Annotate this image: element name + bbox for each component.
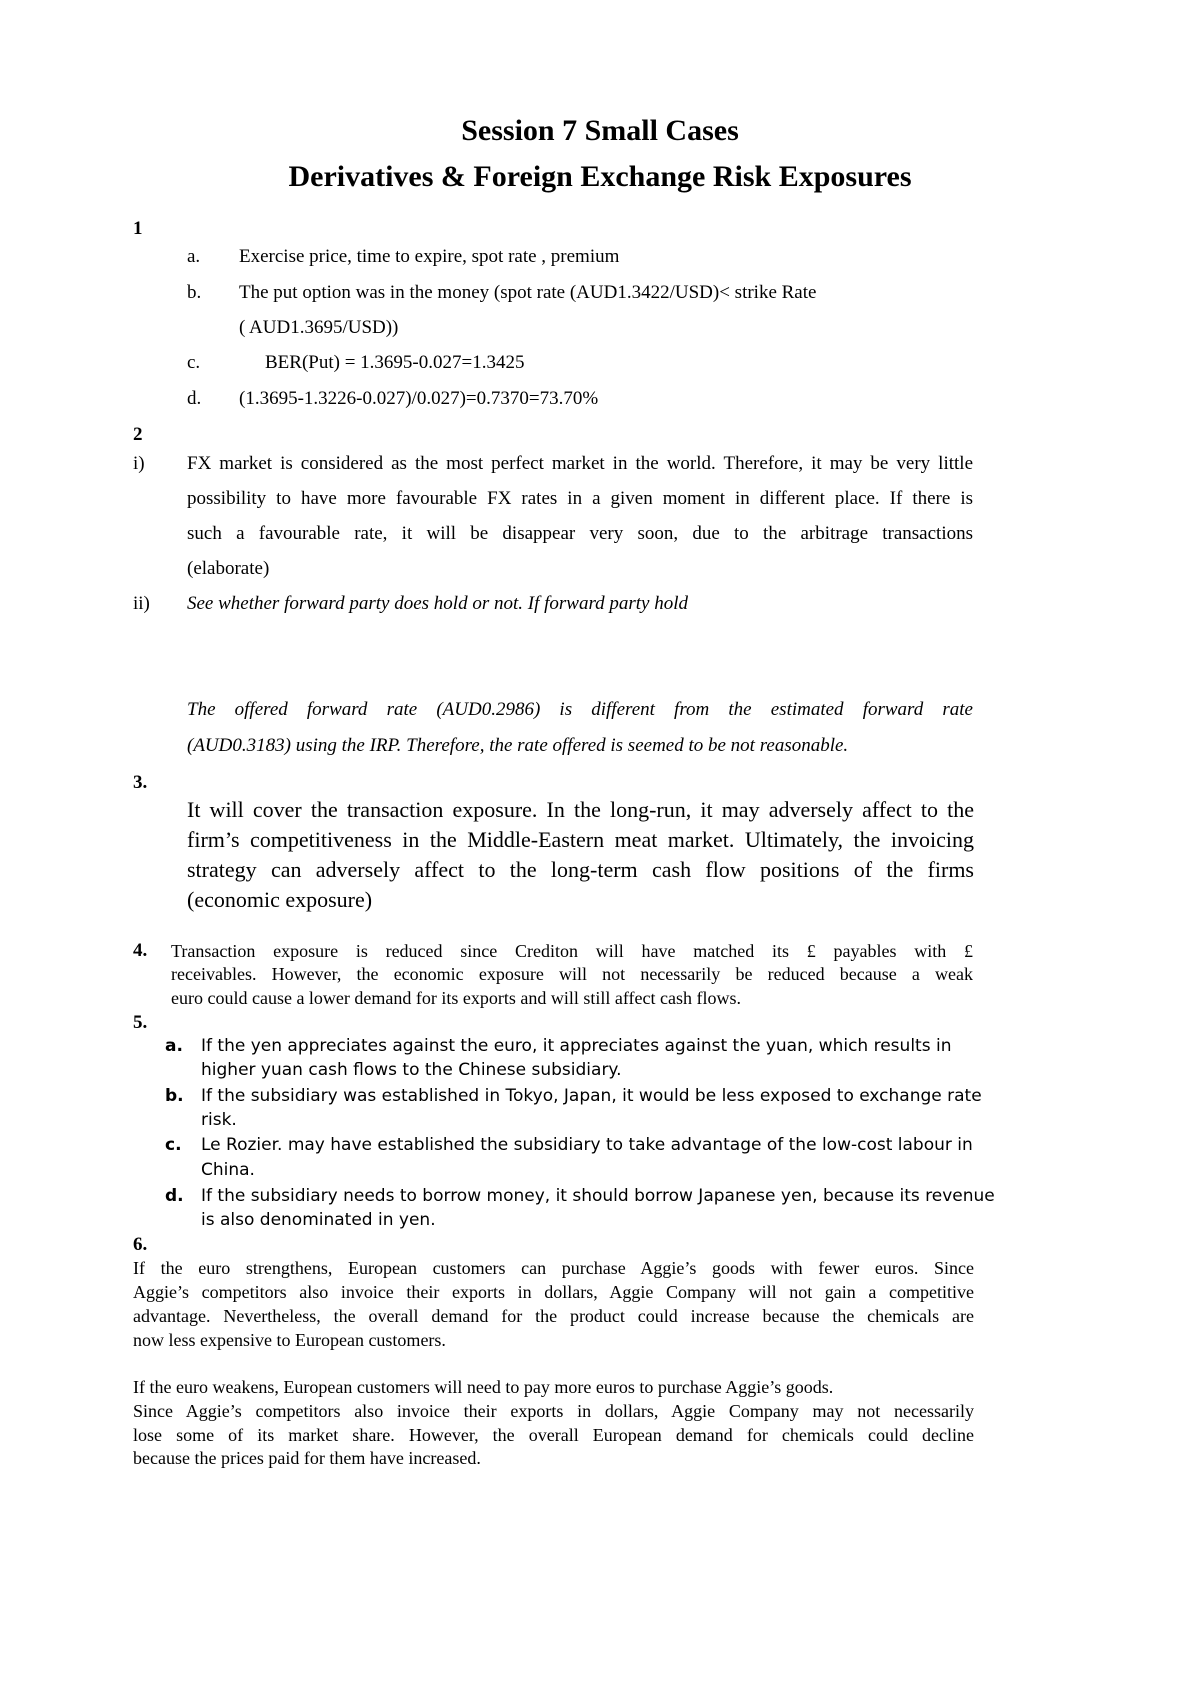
q1-item-c-marker: c. (187, 352, 201, 373)
q5-item-d-line-2: is also denominated in yen. (201, 1210, 436, 1230)
q4-line-1: Transaction exposure is reduced since Crediton will have matched its £ payables with £ (171, 941, 973, 961)
q1-item-d-marker: d. (187, 388, 202, 409)
q5-item-d-marker: d. (165, 1186, 184, 1206)
q1-item-d-text: (1.3695-1.3226-0.027)/0.027)=0.7370=73.70% (239, 388, 599, 409)
page-subtitle: Derivatives & Foreign Exchange Risk Exposures (288, 160, 912, 193)
q5-item-b-marker: b. (165, 1086, 184, 1106)
q2-i-line-1: FX market is considered as the most perfect market in the world. Therefore, it may be very little (187, 453, 973, 474)
q5-item-b-line-1: If the subsidiary was established in Tokyo, Japan, it would be less exposed to exchange rate (201, 1086, 982, 1106)
q2-i-line-2: possibility to have more favourable FX rates in a given moment in different place. If there is (187, 488, 973, 509)
q1-item-c-text: BER(Put) = 1.3695-0.027=1.3425 (265, 352, 525, 373)
q5-item-b-line-2: risk. (201, 1110, 237, 1130)
q6-para1-line-2: Aggie’s competitors also invoice their exports in dollars, Aggie Company will not gain a competitive (133, 1282, 974, 1302)
question-1-number: 1 (133, 218, 143, 239)
q2-ii-marker: ii) (133, 593, 150, 614)
q2-conclusion-line-2: (AUD0.3183) using the IRP. Therefore, the rate offered is seemed to be not reasonable. (187, 735, 849, 756)
q1-item-b-line-1: The put option was in the money (spot rate (AUD1.3422/USD)< strike Rate (239, 282, 817, 303)
q5-item-d-line-1: If the subsidiary needs to borrow money, it should borrow Japanese yen, because its revenue (201, 1186, 995, 1206)
q1-item-b-marker: b. (187, 282, 202, 303)
q5-item-c-marker: c. (165, 1135, 182, 1155)
q1-item-a-text: Exercise price, time to expire, spot rate , premium (239, 246, 620, 267)
q5-item-a-line-2: higher yuan cash flows to the Chinese subsidiary. (201, 1060, 622, 1080)
q2-i-marker: i) (133, 453, 145, 474)
q3-line-2: firm’s competitiveness in the Middle-Eastern meat market. Ultimately, the invoicing (187, 827, 974, 852)
question-6-number: 6. (133, 1234, 148, 1255)
q3-line-4: (economic exposure) (187, 887, 373, 912)
page-title: Session 7 Small Cases (461, 114, 739, 147)
question-2-number: 2 (133, 424, 143, 445)
question-5-number: 5. (133, 1012, 148, 1033)
question-4-number: 4. (133, 940, 148, 961)
q3-line-3: strategy can adversely affect to the long-term cash flow positions of the firms (187, 857, 974, 882)
q2-i-line-3: such a favourable rate, it will be disappear very soon, due to the arbitrage transactions (187, 523, 973, 544)
q6-para1-line-1: If the euro strengthens, European customers can purchase Aggie’s goods with fewer euros. Since (133, 1258, 974, 1278)
q1-item-a-marker: a. (187, 246, 201, 267)
q6-para2-line-3: lose some of its market share. However, the overall European demand for chemicals could decline (133, 1425, 974, 1445)
q5-item-c-line-2: China. (201, 1160, 255, 1180)
question-3-number: 3. (133, 772, 148, 793)
q6-para2-line-4: because the prices paid for them have increased. (133, 1448, 481, 1468)
q5-item-c-line-1: Le Rozier. may have established the subsidiary to take advantage of the low-cost labour in (201, 1135, 973, 1155)
q1-item-b-line-2: ( AUD1.3695/USD)) (239, 317, 399, 338)
q4-line-2: receivables. However, the economic exposure will not necessarily be reduced because a weak (171, 964, 973, 984)
q6-para2-line-1: If the euro weakens, European customers will need to pay more euros to purchase Aggie’s goods. (133, 1377, 834, 1397)
q4-line-3: euro could cause a lower demand for its exports and will still affect cash flows. (171, 988, 741, 1008)
q6-para1-line-3: advantage. Nevertheless, the overall demand for the product could increase because the chemicals are (133, 1306, 974, 1326)
q5-item-a-marker: a. (165, 1036, 183, 1056)
q6-para1-line-4: now less expensive to European customers. (133, 1330, 446, 1350)
q5-item-a-line-1: If the yen appreciates against the euro, it appreciates against the yuan, which results in (201, 1036, 952, 1056)
q2-ii-text: See whether forward party does hold or not. If forward party hold (187, 593, 689, 614)
q2-i-line-4: (elaborate) (187, 558, 270, 579)
q3-line-1: It will cover the transaction exposure. In the long-run, it may adversely affect to the (187, 797, 974, 822)
q2-conclusion-line-1: The offered forward rate (AUD0.2986) is different from the estimated forward rate (187, 699, 973, 720)
q6-para2-line-2: Since Aggie’s competitors also invoice their exports in dollars, Aggie Company may not necessarily (133, 1401, 974, 1421)
